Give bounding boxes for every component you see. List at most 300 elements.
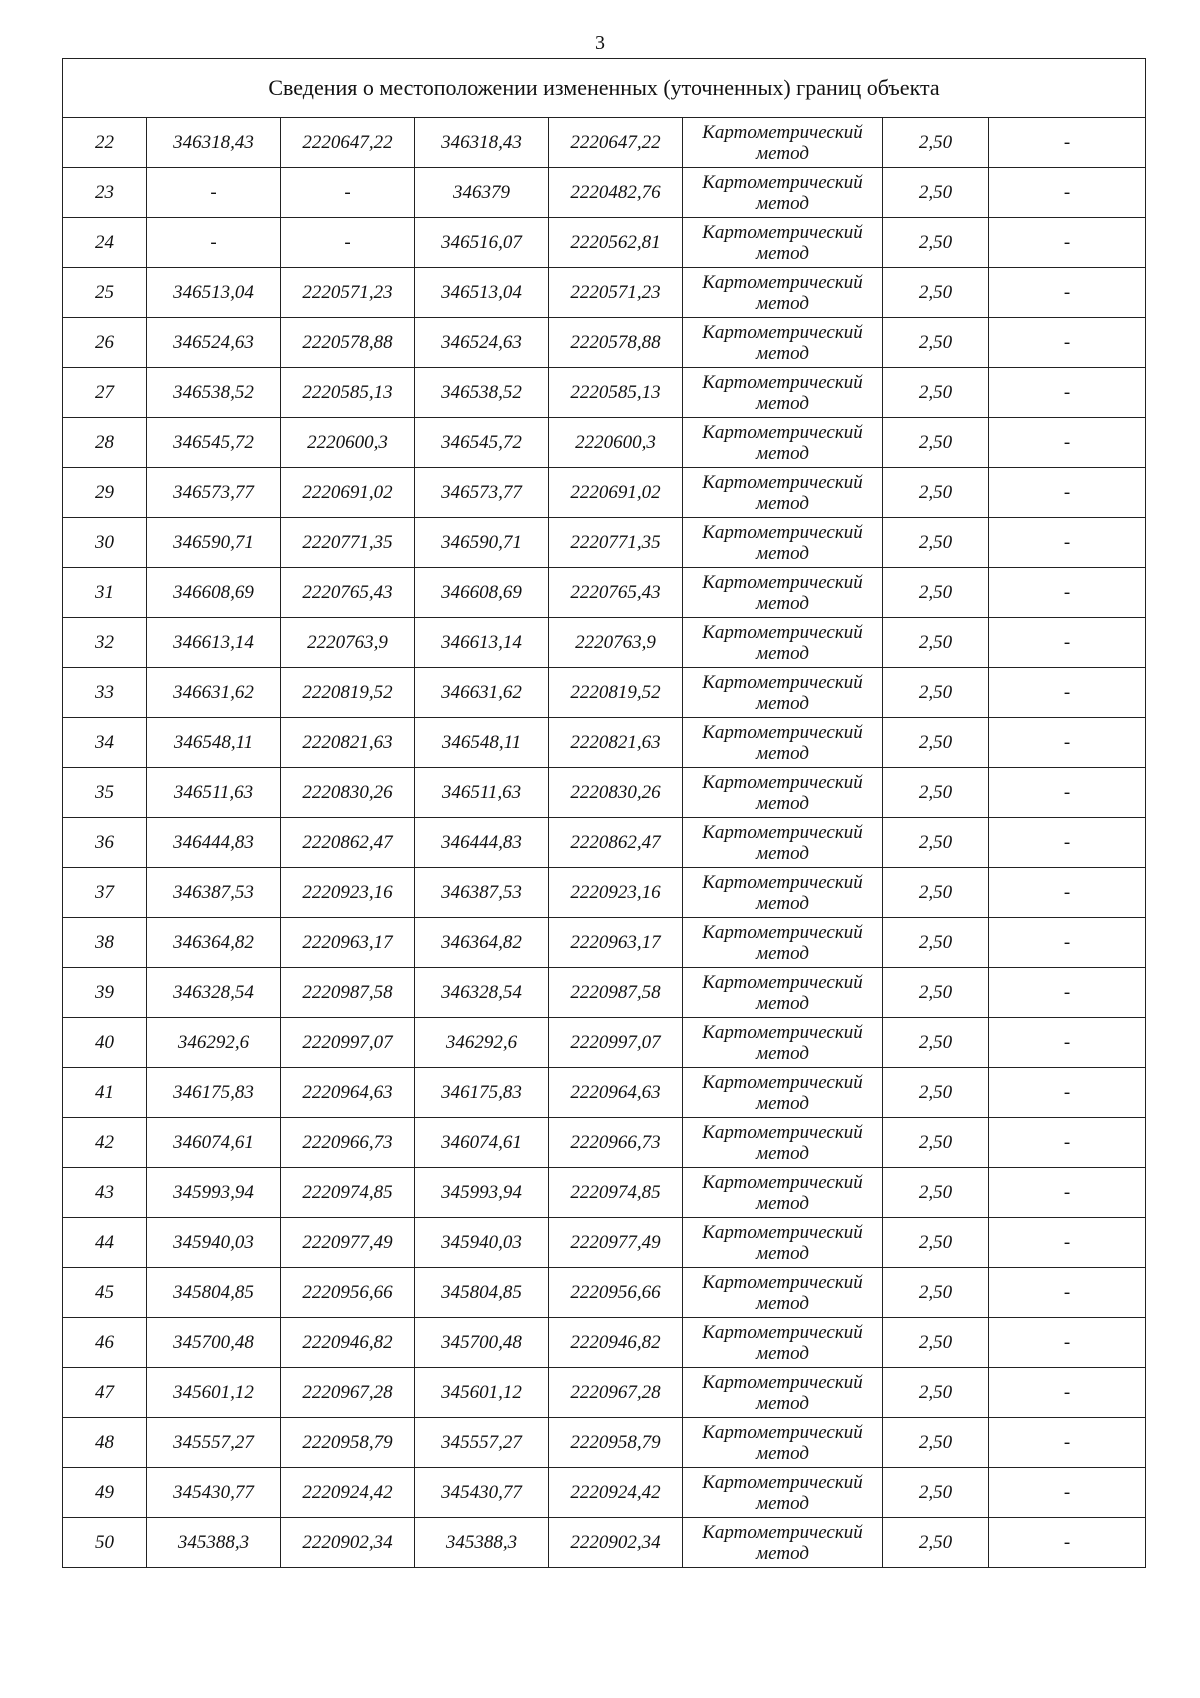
new-x-cell: 346328,54 <box>415 968 549 1018</box>
old-x-cell: 346513,04 <box>147 268 281 318</box>
accuracy-cell: 2,50 <box>883 1468 989 1518</box>
accuracy-cell: 2,50 <box>883 918 989 968</box>
description-cell: - <box>989 1368 1146 1418</box>
table-row <box>63 1018 1146 1068</box>
method-line-1: Картометрический <box>702 1521 863 1543</box>
description-cell: - <box>989 418 1146 468</box>
new-y-cell: 2220967,28 <box>549 1368 683 1418</box>
accuracy-cell: 2,50 <box>883 268 989 318</box>
accuracy-cell: 2,50 <box>883 1518 989 1568</box>
method-cell <box>683 1468 883 1518</box>
method-cell <box>683 318 883 368</box>
new-y-cell: 2220977,49 <box>549 1218 683 1268</box>
method-line-1: Картометрический <box>702 571 863 593</box>
new-x-cell: 346590,71 <box>415 518 549 568</box>
point-number-cell: 30 <box>63 518 147 568</box>
method-cell <box>683 918 883 968</box>
point-number-cell: 50 <box>63 1518 147 1568</box>
description-cell: - <box>989 318 1146 368</box>
new-y-cell: 2220958,79 <box>549 1418 683 1468</box>
method-line-1: Картометрический <box>702 971 863 993</box>
old-x-cell: 346545,72 <box>147 418 281 468</box>
method-cell <box>683 1218 883 1268</box>
point-number-cell: 31 <box>63 568 147 618</box>
table-row <box>63 1218 1146 1268</box>
old-y-cell: 2220974,85 <box>281 1168 415 1218</box>
boundary-coordinates-table <box>62 58 1146 1568</box>
new-x-cell: 346292,6 <box>415 1018 549 1068</box>
accuracy-cell: 2,50 <box>883 1418 989 1468</box>
new-x-cell: 345940,03 <box>415 1218 549 1268</box>
point-number-cell: 35 <box>63 768 147 818</box>
table-row <box>63 618 1146 668</box>
new-y-cell: 2220819,52 <box>549 668 683 718</box>
new-x-cell: 346516,07 <box>415 218 549 268</box>
new-x-cell: 346548,11 <box>415 718 549 768</box>
point-number-cell: 38 <box>63 918 147 968</box>
method-cell <box>683 1068 883 1118</box>
table-row <box>63 418 1146 468</box>
accuracy-cell: 2,50 <box>883 1368 989 1418</box>
method-line-2: метод <box>756 1492 809 1514</box>
method-line-1: Картометрический <box>702 1121 863 1143</box>
description-cell: - <box>989 1518 1146 1568</box>
point-number-cell: 46 <box>63 1318 147 1368</box>
old-y-cell: 2220819,52 <box>281 668 415 718</box>
method-line-1: Картометрический <box>702 171 863 193</box>
method-cell <box>683 1368 883 1418</box>
new-x-cell: 346379 <box>415 168 549 218</box>
table-row <box>63 168 1146 218</box>
new-y-cell: 2220946,82 <box>549 1318 683 1368</box>
description-cell: - <box>989 118 1146 168</box>
table-row <box>63 918 1146 968</box>
method-line-2: метод <box>756 1092 809 1114</box>
table-title: Сведения о местоположении измененных (уточненных) границ объекта <box>63 59 1146 118</box>
method-line-1: Картометрический <box>702 1471 863 1493</box>
table-row <box>63 868 1146 918</box>
table-row <box>63 1468 1146 1518</box>
method-line-1: Картометрический <box>702 921 863 943</box>
description-cell: - <box>989 668 1146 718</box>
accuracy-cell: 2,50 <box>883 768 989 818</box>
accuracy-cell: 2,50 <box>883 318 989 368</box>
new-x-cell: 346608,69 <box>415 568 549 618</box>
method-line-2: метод <box>756 942 809 964</box>
method-line-2: метод <box>756 1142 809 1164</box>
description-cell: - <box>989 1068 1146 1118</box>
old-x-cell: - <box>147 168 281 218</box>
method-line-2: метод <box>756 1292 809 1314</box>
table-row <box>63 1368 1146 1418</box>
method-line-2: метод <box>756 1442 809 1464</box>
method-line-1: Картометрический <box>702 621 863 643</box>
new-x-cell: 345388,3 <box>415 1518 549 1568</box>
point-number-cell: 27 <box>63 368 147 418</box>
description-cell: - <box>989 868 1146 918</box>
method-line-2: метод <box>756 842 809 864</box>
old-x-cell: 346387,53 <box>147 868 281 918</box>
new-x-cell: 346524,63 <box>415 318 549 368</box>
method-cell <box>683 1318 883 1368</box>
new-y-cell: 2220924,42 <box>549 1468 683 1518</box>
new-x-cell: 346387,53 <box>415 868 549 918</box>
description-cell: - <box>989 1318 1146 1368</box>
method-cell <box>683 568 883 618</box>
point-number-cell: 26 <box>63 318 147 368</box>
method-line-2: метод <box>756 492 809 514</box>
method-line-1: Картометрический <box>702 521 863 543</box>
method-line-2: метод <box>756 142 809 164</box>
accuracy-cell: 2,50 <box>883 668 989 718</box>
accuracy-cell: 2,50 <box>883 1118 989 1168</box>
old-x-cell: 346511,63 <box>147 768 281 818</box>
new-y-cell: 2220771,35 <box>549 518 683 568</box>
old-x-cell: 346613,14 <box>147 618 281 668</box>
old-y-cell: 2220821,63 <box>281 718 415 768</box>
method-line-1: Картометрический <box>702 1171 863 1193</box>
new-y-cell: 2220482,76 <box>549 168 683 218</box>
description-cell: - <box>989 1018 1146 1068</box>
old-x-cell: 346328,54 <box>147 968 281 1018</box>
new-y-cell: 2220997,07 <box>549 1018 683 1068</box>
point-number-cell: 37 <box>63 868 147 918</box>
description-cell: - <box>989 818 1146 868</box>
point-number-cell: 24 <box>63 218 147 268</box>
method-line-1: Картометрический <box>702 371 863 393</box>
method-line-1: Картометрический <box>702 871 863 893</box>
accuracy-cell: 2,50 <box>883 1068 989 1118</box>
old-y-cell: 2220771,35 <box>281 518 415 568</box>
method-cell <box>683 1168 883 1218</box>
method-line-1: Картометрический <box>702 271 863 293</box>
description-cell: - <box>989 568 1146 618</box>
accuracy-cell: 2,50 <box>883 118 989 168</box>
method-line-2: метод <box>756 392 809 414</box>
old-y-cell: 2220956,66 <box>281 1268 415 1318</box>
old-x-cell: 345601,12 <box>147 1368 281 1418</box>
accuracy-cell: 2,50 <box>883 1018 989 1068</box>
method-cell <box>683 768 883 818</box>
method-line-2: метод <box>756 1342 809 1364</box>
method-line-2: метод <box>756 1192 809 1214</box>
table-row <box>63 968 1146 1018</box>
new-y-cell: 2220691,02 <box>549 468 683 518</box>
description-cell: - <box>989 768 1146 818</box>
description-cell: - <box>989 718 1146 768</box>
old-x-cell: 345430,77 <box>147 1468 281 1518</box>
new-y-cell: 2220923,16 <box>549 868 683 918</box>
method-line-1: Картометрический <box>702 1021 863 1043</box>
method-cell <box>683 168 883 218</box>
method-cell <box>683 968 883 1018</box>
method-cell <box>683 618 883 668</box>
old-y-cell: 2220997,07 <box>281 1018 415 1068</box>
old-x-cell: 345388,3 <box>147 1518 281 1568</box>
method-line-1: Картометрический <box>702 671 863 693</box>
new-x-cell: 345700,48 <box>415 1318 549 1368</box>
new-y-cell: 2220765,43 <box>549 568 683 618</box>
new-y-cell: 2220966,73 <box>549 1118 683 1168</box>
method-cell <box>683 418 883 468</box>
table-row <box>63 1168 1146 1218</box>
old-x-cell: 345940,03 <box>147 1218 281 1268</box>
method-line-2: метод <box>756 892 809 914</box>
method-line-1: Картометрический <box>702 321 863 343</box>
new-y-cell: 2220974,85 <box>549 1168 683 1218</box>
point-number-cell: 32 <box>63 618 147 668</box>
method-line-1: Картометрический <box>702 1221 863 1243</box>
method-line-2: метод <box>756 1042 809 1064</box>
old-x-cell: 346444,83 <box>147 818 281 868</box>
accuracy-cell: 2,50 <box>883 818 989 868</box>
old-y-cell: 2220977,49 <box>281 1218 415 1268</box>
point-number-cell: 41 <box>63 1068 147 1118</box>
new-x-cell: 346318,43 <box>415 118 549 168</box>
method-line-1: Картометрический <box>702 1071 863 1093</box>
new-y-cell: 2220902,34 <box>549 1518 683 1568</box>
old-y-cell: 2220585,13 <box>281 368 415 418</box>
method-line-1: Картометрический <box>702 121 863 143</box>
point-number-cell: 45 <box>63 1268 147 1318</box>
new-x-cell: 346631,62 <box>415 668 549 718</box>
description-cell: - <box>989 518 1146 568</box>
method-cell <box>683 1268 883 1318</box>
new-y-cell: 2220964,63 <box>549 1068 683 1118</box>
new-x-cell: 346074,61 <box>415 1118 549 1168</box>
new-x-cell: 346545,72 <box>415 418 549 468</box>
new-y-cell: 2220830,26 <box>549 768 683 818</box>
new-y-cell: 2220562,81 <box>549 218 683 268</box>
table-row <box>63 1418 1146 1468</box>
accuracy-cell: 2,50 <box>883 518 989 568</box>
method-cell <box>683 1118 883 1168</box>
point-number-cell: 40 <box>63 1018 147 1068</box>
new-x-cell: 346364,82 <box>415 918 549 968</box>
new-x-cell: 345804,85 <box>415 1268 549 1318</box>
accuracy-cell: 2,50 <box>883 1268 989 1318</box>
table-row <box>63 1318 1146 1368</box>
old-y-cell: 2220691,02 <box>281 468 415 518</box>
old-y-cell: 2220963,17 <box>281 918 415 968</box>
point-number-cell: 28 <box>63 418 147 468</box>
method-line-2: метод <box>756 742 809 764</box>
new-y-cell: 2220571,23 <box>549 268 683 318</box>
old-x-cell: 345557,27 <box>147 1418 281 1468</box>
old-x-cell: 346292,6 <box>147 1018 281 1068</box>
old-y-cell: 2220830,26 <box>281 768 415 818</box>
description-cell: - <box>989 1218 1146 1268</box>
point-number-cell: 39 <box>63 968 147 1018</box>
old-y-cell: 2220902,34 <box>281 1518 415 1568</box>
old-x-cell: - <box>147 218 281 268</box>
table-body <box>63 118 1146 1568</box>
method-line-2: метод <box>756 192 809 214</box>
accuracy-cell: 2,50 <box>883 218 989 268</box>
description-cell: - <box>989 468 1146 518</box>
old-y-cell: 2220958,79 <box>281 1418 415 1468</box>
old-x-cell: 345804,85 <box>147 1268 281 1318</box>
old-y-cell: 2220946,82 <box>281 1318 415 1368</box>
new-y-cell: 2220963,17 <box>549 918 683 968</box>
new-x-cell: 346573,77 <box>415 468 549 518</box>
table-row <box>63 118 1146 168</box>
description-cell: - <box>989 1118 1146 1168</box>
table-row <box>63 1518 1146 1568</box>
table-row <box>63 318 1146 368</box>
accuracy-cell: 2,50 <box>883 468 989 518</box>
accuracy-cell: 2,50 <box>883 618 989 668</box>
new-y-cell: 2220862,47 <box>549 818 683 868</box>
method-line-1: Картометрический <box>702 771 863 793</box>
table-row <box>63 468 1146 518</box>
old-y-cell: - <box>281 168 415 218</box>
point-number-cell: 48 <box>63 1418 147 1468</box>
method-line-1: Картометрический <box>702 221 863 243</box>
method-cell <box>683 218 883 268</box>
method-line-2: метод <box>756 592 809 614</box>
method-line-2: метод <box>756 992 809 1014</box>
table-row <box>63 768 1146 818</box>
point-number-cell: 33 <box>63 668 147 718</box>
method-line-1: Картометрический <box>702 821 863 843</box>
description-cell: - <box>989 618 1146 668</box>
method-line-1: Картометрический <box>702 1271 863 1293</box>
method-cell <box>683 518 883 568</box>
new-x-cell: 345557,27 <box>415 1418 549 1468</box>
old-y-cell: 2220763,9 <box>281 618 415 668</box>
method-line-2: метод <box>756 1392 809 1414</box>
description-cell: - <box>989 1468 1146 1518</box>
method-cell <box>683 118 883 168</box>
old-y-cell: 2220987,58 <box>281 968 415 1018</box>
description-cell: - <box>989 1418 1146 1468</box>
old-y-cell: 2220924,42 <box>281 1468 415 1518</box>
description-cell: - <box>989 918 1146 968</box>
new-y-cell: 2220600,3 <box>549 418 683 468</box>
new-y-cell: 2220956,66 <box>549 1268 683 1318</box>
method-cell <box>683 718 883 768</box>
old-x-cell: 346631,62 <box>147 668 281 718</box>
point-number-cell: 29 <box>63 468 147 518</box>
method-line-1: Картометрический <box>702 1371 863 1393</box>
description-cell: - <box>989 168 1146 218</box>
old-y-cell: 2220967,28 <box>281 1368 415 1418</box>
table-row <box>63 368 1146 418</box>
old-y-cell: 2220647,22 <box>281 118 415 168</box>
accuracy-cell: 2,50 <box>883 568 989 618</box>
table-row <box>63 218 1146 268</box>
table-row <box>63 818 1146 868</box>
accuracy-cell: 2,50 <box>883 868 989 918</box>
table-row <box>63 518 1146 568</box>
old-y-cell: 2220966,73 <box>281 1118 415 1168</box>
accuracy-cell: 2,50 <box>883 718 989 768</box>
method-cell <box>683 668 883 718</box>
old-x-cell: 346524,63 <box>147 318 281 368</box>
table-row <box>63 668 1146 718</box>
method-line-2: метод <box>756 1242 809 1264</box>
method-cell <box>683 818 883 868</box>
old-y-cell: 2220765,43 <box>281 568 415 618</box>
table-row <box>63 1068 1146 1118</box>
accuracy-cell: 2,50 <box>883 1218 989 1268</box>
description-cell: - <box>989 1168 1146 1218</box>
new-y-cell: 2220821,63 <box>549 718 683 768</box>
method-line-2: метод <box>756 642 809 664</box>
old-x-cell: 346364,82 <box>147 918 281 968</box>
old-x-cell: 345993,94 <box>147 1168 281 1218</box>
method-line-1: Картометрический <box>702 421 863 443</box>
method-cell <box>683 1418 883 1468</box>
point-number-cell: 23 <box>63 168 147 218</box>
method-cell <box>683 1518 883 1568</box>
point-number-cell: 22 <box>63 118 147 168</box>
point-number-cell: 44 <box>63 1218 147 1268</box>
description-cell: - <box>989 218 1146 268</box>
new-x-cell: 346175,83 <box>415 1068 549 1118</box>
old-x-cell: 346608,69 <box>147 568 281 618</box>
accuracy-cell: 2,50 <box>883 168 989 218</box>
description-cell: - <box>989 368 1146 418</box>
old-y-cell: 2220923,16 <box>281 868 415 918</box>
method-cell <box>683 868 883 918</box>
table-row <box>63 1118 1146 1168</box>
method-cell <box>683 1018 883 1068</box>
new-y-cell: 2220578,88 <box>549 318 683 368</box>
table-row <box>63 568 1146 618</box>
old-y-cell: 2220600,3 <box>281 418 415 468</box>
old-y-cell: 2220862,47 <box>281 818 415 868</box>
page-number: 3 <box>595 32 605 54</box>
accuracy-cell: 2,50 <box>883 1318 989 1368</box>
method-line-2: метод <box>756 342 809 364</box>
new-y-cell: 2220987,58 <box>549 968 683 1018</box>
point-number-cell: 25 <box>63 268 147 318</box>
method-line-1: Картометрический <box>702 471 863 493</box>
old-y-cell: 2220964,63 <box>281 1068 415 1118</box>
accuracy-cell: 2,50 <box>883 1168 989 1218</box>
table-row <box>63 268 1146 318</box>
method-line-2: метод <box>756 442 809 464</box>
new-x-cell: 346511,63 <box>415 768 549 818</box>
method-line-2: метод <box>756 1542 809 1564</box>
method-line-1: Картометрический <box>702 721 863 743</box>
method-cell <box>683 268 883 318</box>
new-x-cell: 346444,83 <box>415 818 549 868</box>
old-y-cell: 2220571,23 <box>281 268 415 318</box>
accuracy-cell: 2,50 <box>883 418 989 468</box>
method-line-2: метод <box>756 292 809 314</box>
description-cell: - <box>989 1268 1146 1318</box>
point-number-cell: 49 <box>63 1468 147 1518</box>
old-x-cell: 346175,83 <box>147 1068 281 1118</box>
method-cell <box>683 368 883 418</box>
new-y-cell: 2220647,22 <box>549 118 683 168</box>
method-line-2: метод <box>756 542 809 564</box>
method-cell <box>683 468 883 518</box>
description-cell: - <box>989 268 1146 318</box>
point-number-cell: 36 <box>63 818 147 868</box>
table-row <box>63 1268 1146 1318</box>
new-x-cell: 346538,52 <box>415 368 549 418</box>
old-y-cell: - <box>281 218 415 268</box>
table-header-row <box>63 59 1146 118</box>
point-number-cell: 42 <box>63 1118 147 1168</box>
new-x-cell: 346513,04 <box>415 268 549 318</box>
old-x-cell: 345700,48 <box>147 1318 281 1368</box>
new-x-cell: 345430,77 <box>415 1468 549 1518</box>
